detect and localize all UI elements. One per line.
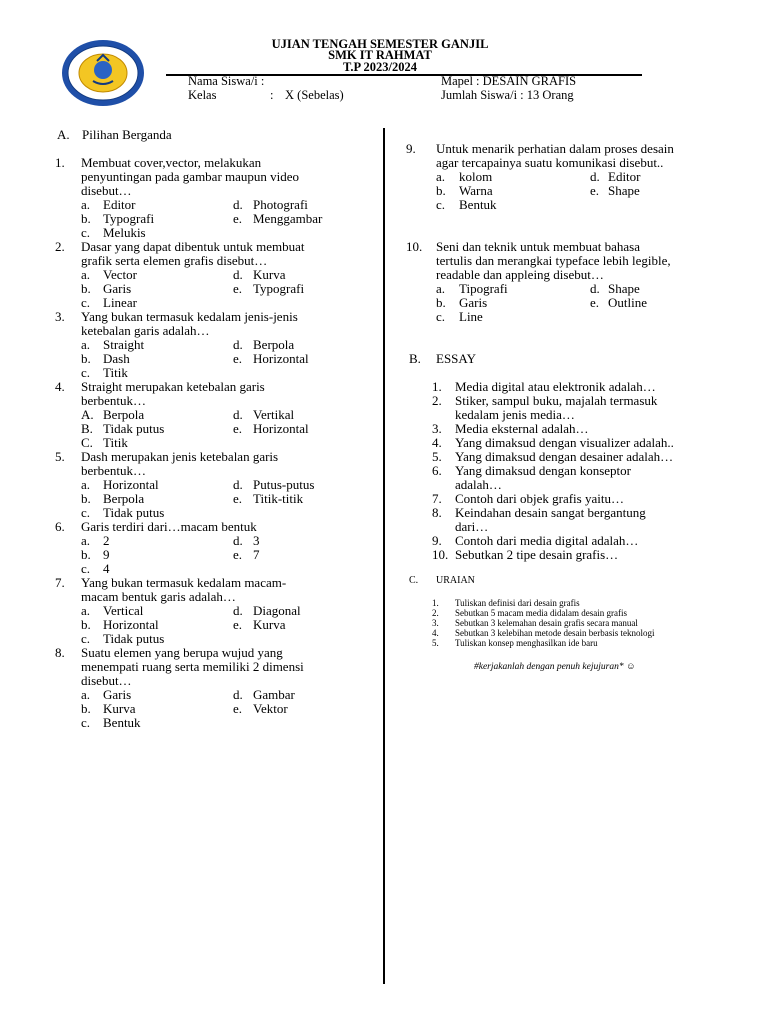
question-text: Yang bukan termasuk kedalam macam-	[81, 575, 287, 590]
option-letter: a.	[81, 687, 91, 702]
option-text: Horizontal	[103, 477, 159, 492]
question-text: readable dan appleing disebut…	[436, 267, 604, 282]
option-text: Berpola	[103, 491, 145, 506]
option-text: Straight	[103, 337, 145, 352]
option-text: Gambar	[253, 687, 295, 702]
option-text: kolom	[459, 169, 493, 184]
uraian-number: 3.	[432, 618, 439, 628]
essay-text: Contoh dari media digital adalah…	[455, 533, 639, 548]
option-letter: d.	[233, 477, 243, 492]
question-number: 2.	[55, 239, 65, 254]
option-text: Menggambar	[253, 211, 323, 226]
option-text: Outline	[608, 295, 647, 310]
essay-text: Sebutkan 2 tipe desain grafis…	[455, 547, 619, 562]
option-text: Garis	[459, 295, 488, 310]
option-text: Titik-titik	[253, 491, 304, 506]
question-number: 1.	[55, 155, 65, 170]
essay-text: Media eksternal adalah…	[455, 421, 589, 436]
option-letter: a.	[81, 603, 91, 618]
question-number: 3.	[55, 309, 65, 324]
option-text: Photografi	[253, 197, 308, 212]
uraian-number: 4.	[432, 628, 439, 638]
question-text: Membuat cover,vector, melakukan	[81, 155, 262, 170]
option-letter: e.	[233, 281, 243, 296]
option-letter: c.	[81, 631, 91, 646]
option-letter: d.	[233, 533, 243, 548]
option-letter: c.	[81, 295, 91, 310]
section-c-letter: C.	[409, 575, 419, 586]
academic-year: T.P 2023/2024	[342, 60, 418, 74]
option-letter: a.	[81, 197, 91, 212]
option-letter: a.	[81, 477, 91, 492]
option-letter: a.	[436, 281, 446, 296]
kelas-label: Kelas	[188, 88, 217, 102]
kelas-value: X (Sebelas)	[285, 88, 344, 102]
option-letter: d.	[233, 197, 243, 212]
option-text: Tipografi	[459, 281, 508, 296]
option-letter: b.	[81, 281, 91, 296]
option-text: Shape	[608, 183, 640, 198]
option-text: Kurva	[253, 617, 286, 632]
option-letter: B.	[81, 421, 93, 436]
question-number: 8.	[55, 645, 65, 660]
option-letter: b.	[81, 491, 91, 506]
uraian-text: Sebutkan 3 kelebihan metode desain berbasis teknologi	[455, 628, 655, 638]
option-letter: b.	[81, 617, 91, 632]
uraian-number: 5.	[432, 638, 439, 648]
essay-text: dari…	[455, 519, 489, 534]
uraian-text: Tuliskan definisi dari desain grafis	[455, 598, 580, 608]
option-text: Tidak putus	[103, 421, 165, 436]
option-text: Horizontal	[253, 421, 309, 436]
essay-number: 2.	[432, 393, 442, 408]
option-text: Dash	[103, 351, 130, 366]
option-letter: e.	[233, 617, 243, 632]
option-text: 9	[103, 547, 110, 562]
column-divider	[383, 128, 385, 984]
option-text: Titik	[103, 435, 128, 450]
uraian-text: Tuliskan konsep menghasilkan ide baru	[455, 638, 598, 648]
option-letter: e.	[590, 183, 600, 198]
option-text: Garis	[103, 281, 132, 296]
uraian-number: 1.	[432, 598, 439, 608]
option-letter: a.	[81, 267, 91, 282]
closing-note: #kerjakanlah dengan penuh kejujuran* ☺	[474, 662, 636, 672]
question-text: Suatu elemen yang berupa wujud yang	[81, 645, 283, 660]
question-text: menempati ruang serta memiliki 2 dimensi	[81, 659, 304, 674]
option-letter: c.	[81, 505, 91, 520]
option-text: Titik	[103, 365, 128, 380]
option-text: Typografi	[103, 211, 155, 226]
essay-number: 10.	[432, 547, 449, 562]
section-a-letter: A.	[57, 127, 70, 142]
option-text: Bentuk	[103, 715, 141, 730]
option-letter: b.	[81, 211, 91, 226]
option-letter: e.	[233, 701, 243, 716]
option-letter: d.	[233, 407, 243, 422]
essay-text: Media digital atau elektronik adalah…	[455, 379, 656, 394]
option-text: Horizontal	[103, 617, 159, 632]
option-text: Tidak putus	[103, 631, 165, 646]
essay-number: 7.	[432, 491, 442, 506]
section-c-title: URAIAN	[436, 575, 475, 586]
question-text: agar tercapainya suatu komunikasi disebut..	[436, 155, 664, 170]
essay-text: kedalam jenis media…	[455, 407, 575, 422]
option-letter: a.	[436, 169, 446, 184]
option-letter: b.	[81, 351, 91, 366]
option-letter: A.	[81, 407, 94, 422]
option-letter: e.	[233, 421, 243, 436]
option-text: Kurva	[253, 267, 286, 282]
option-text: Garis	[103, 687, 132, 702]
essay-text: Keindahan desain sangat bergantung	[455, 505, 646, 520]
option-letter: d.	[233, 603, 243, 618]
option-letter: c.	[436, 197, 446, 212]
essay-number: 9.	[432, 533, 442, 548]
essay-number: 5.	[432, 449, 442, 464]
essay-number: 1.	[432, 379, 442, 394]
option-text: Melukis	[103, 225, 146, 240]
option-letter: c.	[81, 715, 91, 730]
option-text: Berpola	[253, 337, 295, 352]
jumlah-siswa-label: Jumlah Siswa/i : 13 Orang	[441, 88, 574, 102]
question-text: grafik serta elemen grafis disebut…	[81, 253, 268, 268]
essay-number: 4.	[432, 435, 442, 450]
option-text: Shape	[608, 281, 640, 296]
option-text: Diagonal	[253, 603, 301, 618]
option-text: Putus-putus	[253, 477, 315, 492]
essay-number: 6.	[432, 463, 442, 478]
option-text: Linear	[103, 295, 137, 310]
school-logo	[57, 37, 149, 109]
option-letter: c.	[81, 225, 91, 240]
question-text: disebut…	[81, 673, 132, 688]
question-text: Yang bukan termasuk kedalam jenis-jenis	[81, 309, 298, 324]
question-text: Dash merupakan jenis ketebalan garis	[81, 449, 279, 464]
essay-text: Yang dimaksud dengan visualizer adalah..	[455, 435, 674, 450]
option-text: Vertical	[103, 603, 144, 618]
option-text: Line	[459, 309, 483, 324]
option-text: Vector	[103, 267, 137, 282]
question-number: 4.	[55, 379, 65, 394]
uraian-number: 2.	[432, 608, 439, 618]
question-text: disebut…	[81, 183, 132, 198]
question-text: berbentuk…	[81, 463, 146, 478]
nama-siswa-label: Nama Siswa/i :	[188, 74, 265, 88]
section-b-title: ESSAY	[436, 351, 476, 366]
option-letter: d.	[233, 337, 243, 352]
section-a-title: Pilihan Berganda	[82, 127, 172, 142]
option-text: Editor	[103, 197, 136, 212]
option-letter: C.	[81, 435, 93, 450]
essay-text: Yang dimaksud dengan desainer adalah…	[455, 449, 674, 464]
question-text: Untuk menarik perhatian dalam proses desain	[436, 141, 674, 156]
option-letter: e.	[233, 351, 243, 366]
question-number: 5.	[55, 449, 65, 464]
option-letter: d.	[233, 687, 243, 702]
option-text: 7	[253, 547, 260, 562]
essay-number: 8.	[432, 505, 442, 520]
essay-text: adalah…	[455, 477, 502, 492]
option-text: 3	[253, 533, 260, 548]
question-text: Seni dan teknik untuk membuat bahasa	[436, 239, 640, 254]
question-text: berbentuk…	[81, 393, 146, 408]
option-letter: d.	[233, 267, 243, 282]
essay-text: Contoh dari objek grafis yaitu…	[455, 491, 624, 506]
question-text: ketebalan garis adalah…	[81, 323, 210, 338]
question-number: 9.	[406, 141, 416, 156]
kelas-colon: :	[270, 88, 274, 102]
option-letter: e.	[590, 295, 600, 310]
option-text: Tidak putus	[103, 505, 165, 520]
option-text: Warna	[459, 183, 493, 198]
option-letter: c.	[436, 309, 446, 324]
option-text: Vektor	[253, 701, 288, 716]
uraian-text: Sebutkan 3 kelemahan desain grafis secara manual	[455, 618, 638, 628]
question-number: 7.	[55, 575, 65, 590]
uraian-text: Sebutkan 5 macam media didalam desain grafis	[455, 608, 627, 618]
option-letter: b.	[81, 701, 91, 716]
option-text: 4	[103, 561, 110, 576]
question-text: Straight merupakan ketebalan garis	[81, 379, 265, 394]
option-letter: b.	[81, 547, 91, 562]
question-text: macam bentuk garis adalah…	[81, 589, 236, 604]
question-text: Dasar yang dapat dibentuk untuk membuat	[81, 239, 305, 254]
option-letter: a.	[81, 337, 91, 352]
option-letter: e.	[233, 547, 243, 562]
question-number: 10.	[406, 239, 423, 254]
option-text: Typografi	[253, 281, 305, 296]
exam-title: UJIAN TENGAH SEMESTER GANJIL	[271, 37, 489, 51]
option-letter: d.	[590, 169, 600, 184]
question-text: Garis terdiri dari…macam bentuk	[81, 519, 257, 534]
option-letter: b.	[436, 295, 446, 310]
option-text: Vertikal	[253, 407, 295, 422]
option-letter: a.	[81, 533, 91, 548]
essay-number: 3.	[432, 421, 442, 436]
option-text: Editor	[608, 169, 641, 184]
option-letter: b.	[436, 183, 446, 198]
question-text: tertulis dan merangkai typeface lebih legible,	[436, 253, 671, 268]
school-name: SMK IT RAHMAT	[328, 48, 432, 62]
question-text: penyuntingan pada gambar maupun video	[81, 169, 300, 184]
essay-text: Stiker, sampul buku, majalah termasuk	[455, 393, 658, 408]
essay-text: Yang dimaksud dengan konseptor	[455, 463, 631, 478]
option-letter: c.	[81, 365, 91, 380]
option-text: Kurva	[103, 701, 136, 716]
section-b-letter: B.	[409, 351, 421, 366]
question-number: 6.	[55, 519, 65, 534]
option-letter: d.	[590, 281, 600, 296]
option-letter: c.	[81, 561, 91, 576]
option-text: 2	[103, 533, 110, 548]
mapel-label: Mapel : DESAIN GRAFIS	[441, 74, 577, 88]
option-text: Berpola	[103, 407, 145, 422]
option-letter: e.	[233, 211, 243, 226]
option-letter: e.	[233, 491, 243, 506]
option-text: Bentuk	[459, 197, 497, 212]
option-text: Horizontal	[253, 351, 309, 366]
